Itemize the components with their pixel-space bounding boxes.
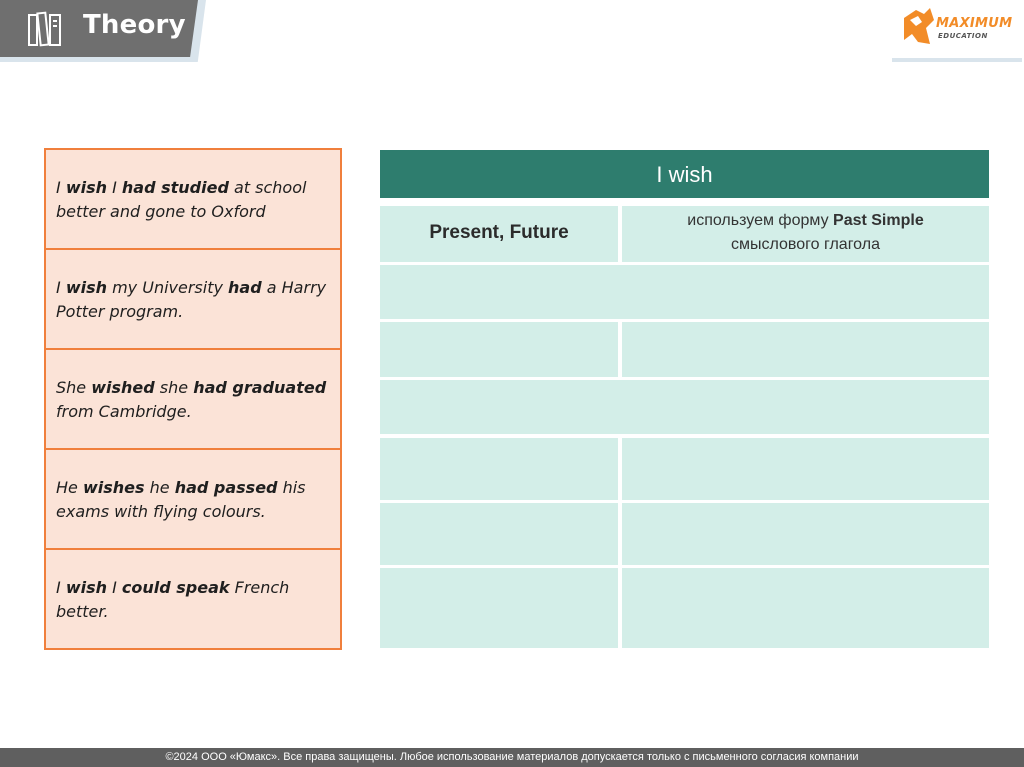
table-cell-present-future	[380, 206, 618, 262]
table-cell-empty	[380, 568, 618, 648]
example-keyword: had graduated	[193, 378, 327, 397]
example-keyword: wish	[65, 178, 107, 197]
example-text: at school better and gone to Oxford	[56, 178, 307, 221]
example-text: his exams with flying colours.	[56, 478, 306, 521]
table-header	[380, 150, 989, 202]
table-cell-empty	[380, 438, 618, 500]
example-text: from Cambridge.	[56, 402, 192, 421]
example-item	[46, 150, 340, 250]
table-cell-empty	[622, 322, 989, 377]
example-item	[46, 250, 340, 350]
example-text: He	[56, 478, 83, 497]
example-text: I	[56, 178, 66, 197]
table-row-empty	[380, 265, 989, 319]
table-cell-usage	[622, 206, 989, 262]
copyright-text: ©2024 ООО «Юмакс». Все права защищены. Любое использование материалов допускается только с письменного согласия компании	[165, 751, 859, 763]
table-cell-empty	[380, 503, 618, 565]
example-keyword: wishes	[82, 478, 145, 497]
copyright-footer	[0, 748, 1024, 767]
table-cell-empty	[622, 568, 989, 648]
table-cell-empty	[622, 503, 989, 565]
usage-text-post: смыслового глагола	[731, 236, 880, 253]
i-wish-table	[380, 150, 989, 648]
example-text: my University	[107, 278, 229, 297]
example-item	[46, 350, 340, 450]
example-keyword: wished	[91, 378, 155, 397]
books-icon	[26, 9, 66, 49]
example-keyword: could speak	[121, 578, 230, 597]
example-text: I	[107, 178, 122, 197]
example-text: I	[107, 578, 122, 597]
usage-text-pre: используем форму	[687, 212, 834, 229]
example-text: I	[56, 578, 66, 597]
example-item	[46, 450, 340, 550]
example-text: she	[154, 378, 194, 397]
table-cell-empty	[622, 438, 989, 500]
example-keyword: had passed	[174, 478, 278, 497]
logo-underline	[892, 58, 1022, 62]
examples-panel	[44, 148, 342, 650]
example-keyword: had studied	[121, 178, 229, 197]
example-text: French better.	[56, 578, 290, 621]
example-text: he	[144, 478, 175, 497]
logo-main-text: MAXIMUM	[936, 16, 1013, 31]
table-row-empty	[380, 380, 989, 434]
table-cell-label: Present, Future	[429, 222, 569, 243]
example-keyword: wish	[65, 278, 107, 297]
usage-text-bold: Past Simple	[833, 212, 924, 229]
logo-sub-text: EDUCATION	[938, 32, 988, 40]
example-text: a Harry Potter program.	[56, 278, 327, 321]
example-text: I	[56, 278, 66, 297]
table-cell-empty	[380, 322, 618, 377]
table-cell-usage-text	[622, 209, 989, 257]
example-keyword: wish	[65, 578, 107, 597]
example-keyword: had	[228, 278, 262, 297]
page-title: Theory	[83, 10, 186, 40]
example-text: She	[56, 378, 92, 397]
example-item	[46, 550, 340, 650]
table-header-title: I wish	[656, 162, 713, 187]
